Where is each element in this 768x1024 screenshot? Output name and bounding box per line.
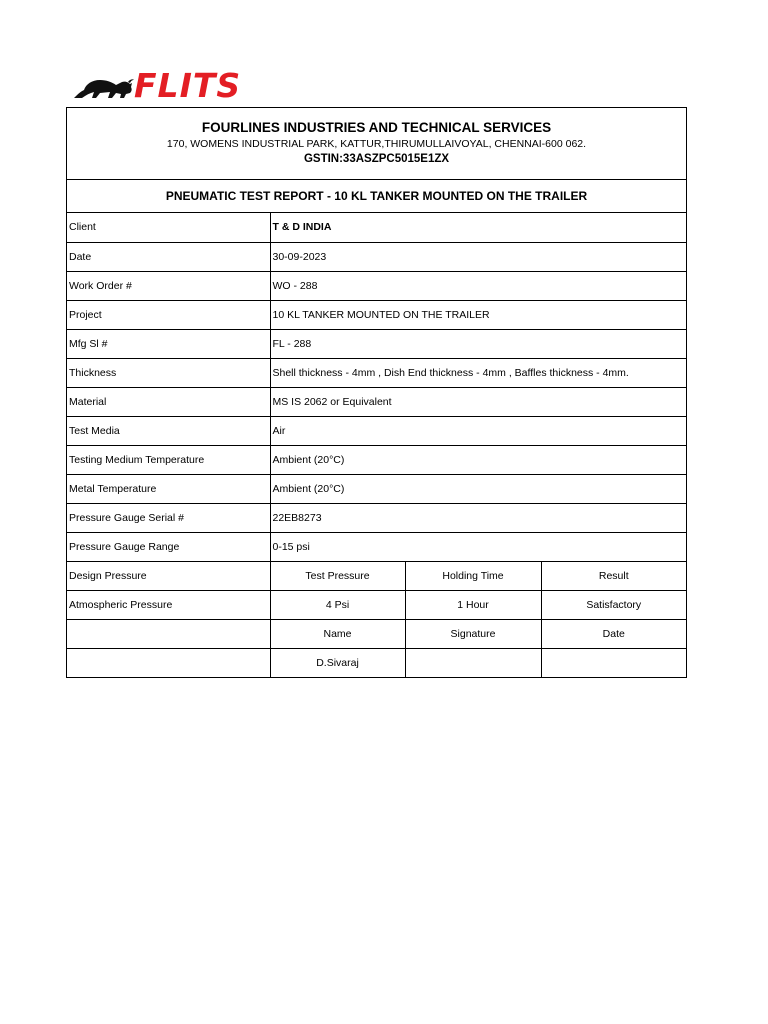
brand-logo (72, 66, 272, 106)
table-row (67, 532, 686, 561)
field-label: Mfg Sl # (67, 329, 270, 358)
field-value-test-media: Air (270, 416, 686, 445)
table-row (67, 213, 686, 242)
table-row (67, 416, 686, 445)
table-row (67, 474, 686, 503)
table-row (67, 590, 686, 619)
table-row (67, 503, 686, 532)
report-title: PNEUMATIC TEST REPORT - 10 KL TANKER MOUNTED ON THE TRAILER (67, 180, 686, 213)
table-row (67, 358, 686, 387)
brand-name: FLITS (134, 66, 242, 105)
field-label: Project (67, 300, 270, 329)
field-label: Pressure Gauge Range (67, 532, 270, 561)
test-pressure-value: 4 Psi (270, 590, 405, 619)
company-header (67, 108, 686, 180)
table-row (67, 271, 686, 300)
design-pressure-label: Design Pressure (67, 561, 270, 590)
signoff-name: D.Sivaraj (270, 648, 405, 677)
name-header: Name (270, 619, 405, 648)
company-name: FOURLINES INDUSTRIES AND TECHNICAL SERVICES (201, 120, 552, 135)
table-row (67, 561, 686, 590)
field-value-client: T & D INDIA (270, 213, 686, 242)
company-address: 170, WOMENS INDUSTRIAL PARK, KATTUR,THIRUMULLAIVOYAL, CHENNAI-600 062. (166, 138, 587, 150)
holding-time-header: Holding Time (405, 561, 541, 590)
field-value-medium-temperature: Ambient (20°C) (270, 445, 686, 474)
test-report-sheet (66, 107, 687, 678)
field-label: Thickness (67, 358, 270, 387)
report-table (67, 213, 686, 677)
table-row (67, 329, 686, 358)
field-value-metal-temperature: Ambient (20°C) (270, 474, 686, 503)
field-label: Test Media (67, 416, 270, 445)
test-pressure-header: Test Pressure (270, 561, 405, 590)
field-value-thickness: Shell thickness - 4mm , Dish End thickness - 4mm , Baffles thickness - 4mm. (270, 358, 686, 387)
signature-header: Signature (405, 619, 541, 648)
field-value-gauge-serial: 22EB8273 (270, 503, 686, 532)
field-value-work-order: WO - 288 (270, 271, 686, 300)
field-label: Date (67, 242, 270, 271)
table-row (67, 445, 686, 474)
field-value-project: 10 KL TANKER MOUNTED ON THE TRAILER (270, 300, 686, 329)
field-value-gauge-range: 0-15 psi (270, 532, 686, 561)
signoff-date-cell (541, 648, 686, 677)
result-header: Result (541, 561, 686, 590)
field-label: Material (67, 387, 270, 416)
company-gstin: GSTIN:33ASZPC5015E1ZX (303, 153, 450, 165)
table-row (67, 387, 686, 416)
signature-cell (405, 648, 541, 677)
table-row (67, 242, 686, 271)
atmospheric-pressure-label: Atmospheric Pressure (67, 590, 270, 619)
table-row (67, 300, 686, 329)
field-value-date: 30-09-2023 (270, 242, 686, 271)
signoff-empty-cell (67, 619, 270, 648)
date-header: Date (541, 619, 686, 648)
field-label: Pressure Gauge Serial # (67, 503, 270, 532)
holding-time-value: 1 Hour (405, 590, 541, 619)
bull-icon (72, 70, 134, 104)
field-label: Client (67, 213, 270, 242)
field-value-material: MS IS 2062 or Equivalent (270, 387, 686, 416)
signoff-empty-cell (67, 648, 270, 677)
table-row (67, 648, 686, 677)
field-label: Testing Medium Temperature (67, 445, 270, 474)
table-row (67, 619, 686, 648)
field-label: Work Order # (67, 271, 270, 300)
field-label: Metal Temperature (67, 474, 270, 503)
field-value-mfg-serial: FL - 288 (270, 329, 686, 358)
result-value: Satisfactory (541, 590, 686, 619)
